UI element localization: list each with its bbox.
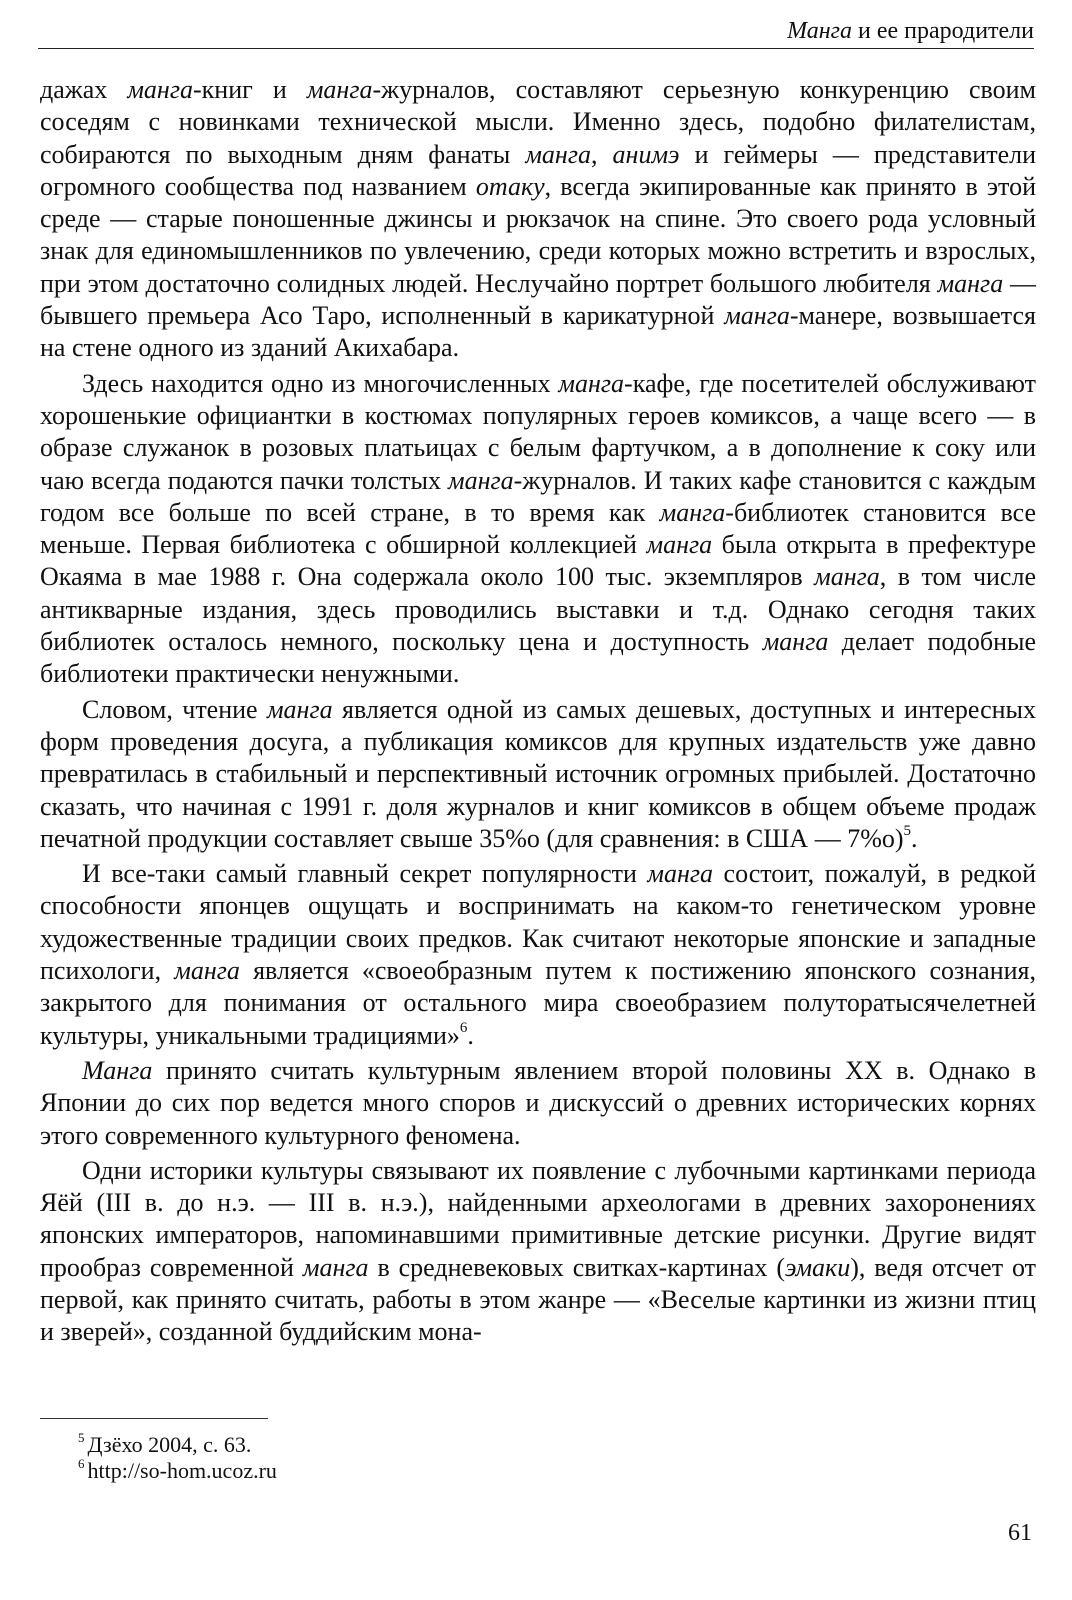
italic-term: эмаки [784, 1252, 851, 1282]
text-run: -книг и [192, 75, 307, 104]
paragraph [40, 694, 1036, 855]
text-run: . [467, 1020, 474, 1050]
footnote-divider [40, 1418, 268, 1419]
footnotes [78, 1429, 277, 1484]
italic-term: Манга [82, 1055, 153, 1085]
paragraph [40, 1155, 1036, 1349]
footnote-5 [78, 1429, 277, 1458]
paragraph [40, 74, 1036, 365]
text-run: является «своеобразным путем к постижению японского сознания, закрытого для понимания от остального мира своеобразием полуторатысячелетней культуры, уникальными традициями» [40, 956, 1036, 1050]
italic-term: манга [302, 1252, 369, 1282]
text-run: и геймеры — представители огромного сообщества под названием [40, 139, 1036, 201]
footnote-number: 6 [78, 1455, 85, 1471]
italic-term: манга [266, 694, 333, 724]
italic-term: манга [306, 75, 373, 104]
text-run: в средневековых свитках-картинах ( [368, 1252, 785, 1282]
italic-term: манга [724, 301, 790, 331]
italic-term: манга [762, 627, 829, 657]
footnote-number: 5 [78, 1429, 85, 1445]
text-run: -манере, возвышается на стене одного из зданий Акихабара. [40, 301, 1036, 363]
italic-term: отаку [475, 171, 545, 201]
header-title-italic: Манга [787, 18, 853, 44]
footnote-ref: 5 [903, 823, 912, 840]
italic-term: манга [646, 530, 713, 560]
text-run: , всегда экипированные как принято в этой среде — старые поношенные джинсы и рюкзачок на спине. Это своего рода условный знак для единомышленников по увлечению, среди которых можно встретить и взрослых, при этом достаточно солидных людей. Неслучайно портрет большого любителя [40, 171, 1036, 298]
text-run: Здесь находится одно из многочисленных [82, 368, 559, 398]
running-header [38, 14, 1034, 49]
text-run: является одной из самых дешевых, доступных и интересных форм проведения досуга, а публикация комиксов для крупных издательств уже давно превратилась в стабильный и перспективный источник огромных прибылей. Достаточно сказать, что начиная с 1991 г. доля журналов и книг комиксов в общем объеме продаж печатной продукции составляет свыше 35%o (для сравнения: в США — 7%o) [40, 694, 1036, 853]
italic-term: манга [558, 368, 625, 398]
italic-term: анимэ [612, 139, 680, 169]
text-run: -журналов. И таких кафе становится с каждым годом все больше по всей стране, в то время как [40, 465, 1036, 527]
italic-term: манга [647, 859, 714, 889]
footnote-6 [78, 1455, 277, 1484]
header-title-rest: и ее прародители [852, 18, 1034, 44]
text-run: Словом, чтение [82, 694, 267, 724]
paragraph [40, 1055, 1036, 1152]
text-run: -библиотек становится все меньше. Первая библиотека с обширной коллекцией [40, 497, 1036, 560]
text-run: , [590, 139, 613, 169]
text-run: состоит, пожалуй, в редкой способности японцев ощущать и воспринимать на каком-то генетическом уровне художественные традиции своих предков. Как считают некоторые японские и западные психологи, [40, 859, 1036, 986]
text-run: ), ведя отсчет от первой, как принято считать, работы в этом жанре — «Веселые картинки из жизни птиц и зверей», созданной буддийским мона- [40, 1252, 1036, 1347]
italic-term: манга [448, 465, 514, 495]
text-run: — бывшего премьера Асо Таро, исполненный в карикатурной [40, 268, 1036, 331]
text-run: И все-таки самый главный секрет популярности [82, 859, 648, 889]
text-run: принято считать культурным явлением второй половины XX в. Однако в Японии до сих пор ведется много споров и дискуссий о древних исторических корнях этого современного культурного феномена. [40, 1055, 1036, 1150]
text-run: -журналов, составляют серьезную конкуренцию своим соседям с новинками технической мысли. Именно здесь, подобно филателистам, собираются по выходным дням фанаты [40, 75, 1036, 169]
text-run: дажах [40, 75, 128, 104]
text-run: была открыта в префектуре Окаяма в мае 1988 г. Она содержала около 100 тыс. экземпляров [40, 530, 1036, 592]
italic-term: манга [174, 956, 240, 986]
paragraph [40, 368, 1036, 691]
italic-term: манга [659, 497, 726, 527]
italic-term: манга [525, 139, 591, 169]
footnote-ref: 6 [459, 1019, 468, 1036]
italic-term: манга [937, 268, 1004, 298]
paragraph [40, 858, 1036, 1052]
italic-term: манга [814, 562, 880, 592]
text-run: . [911, 823, 918, 853]
text-run: Одни историки культуры связывают их появление с лубочными картинками периода Яёй (III в. до н.э. — III в. н.э.), найденными археологами в древних захоронениях японских императоров, напоминавшими примитивные детские рисунки. Другие видят прообраз современной [40, 1155, 1036, 1282]
text-run: делает подобные библиотеки практически ненужными. [40, 627, 1036, 689]
text-run: -кафе, где посетителей обслуживают хорошенькие официантки в костюмах популярных героев комиксов, а чаще всего — в образе служанок в розовых платьицах с белым фартучком, а в дополнение к соку или чаю всегда подаются пачки толстых [40, 368, 1036, 495]
italic-term: манга [127, 75, 193, 104]
footnote-text: http://so-hom.ucoz.ru [87, 1458, 277, 1483]
main-text [40, 74, 1036, 1349]
text-run: , в том числе антикварные издания, здесь проводились выставки и т.д. Однако сегодня таких библиотек осталось немного, поскольку цена и доступность [40, 562, 1036, 657]
footnote-text: Дзёхо 2004, с. 63. [87, 1432, 252, 1457]
page-number: 61 [1008, 1520, 1032, 1546]
